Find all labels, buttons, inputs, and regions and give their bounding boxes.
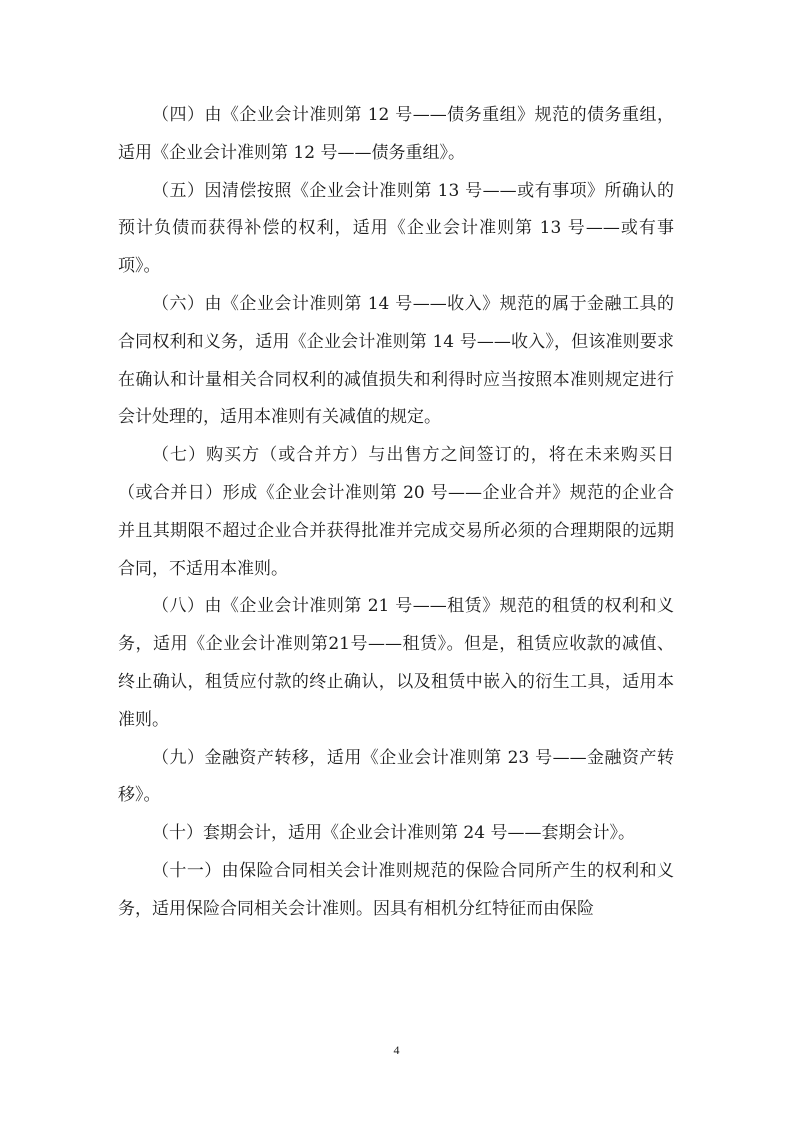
body-text — [118, 97, 674, 929]
paragraph-11: （十一）由保险合同相关会计准则规范的保险合同所产生的权利和义务，适用保险合同相关会计准则。因具有相机分红特征而由保险 — [118, 860, 674, 919]
page-number: 4 — [393, 1043, 400, 1057]
paragraph-9: （九）金融资产转移，适用《企业会计准则第 23 号——金融资产转移》。 — [118, 747, 674, 806]
paragraph-4: （四）由《企业会计准则第 12 号——债务重组》规范的债务重组，适用《企业会计准则第 12 号——债务重组》。 — [118, 105, 674, 163]
paragraph-8: （八）由《企业会计准则第 21 号——租赁》规范的租赁的权利和义务，适用《企业会计准则第21号——租赁》。但是，租赁应收款的减值、终止确认，租赁应付款的终止确认，以及租赁中嵌入的衍生工具，适用本准则。 — [118, 596, 674, 730]
paragraph-6: （六）由《企业会计准则第 14 号——收入》规范的属于金融工具的合同权利和义务，适用《企业会计准则第 14 号——收入》，但该准则要求在确认和计量相关合同权利的减值损失和利得时应当按照本准则规定进行会计处理的，适用本准则有关减值的规定。 — [118, 293, 674, 428]
paragraph-7: （七）购买方（或合并方）与出售方之间签订的，将在未来购买日（或合并日）形成《企业会计准则第 20 号——企业合并》规范的企业合并且其期限不超过企业合并获得批准并完成交易所必须的合理期限的远期合同，不适用本准则。 — [118, 445, 674, 579]
paragraph-10: （十）套期会计，适用《企业会计准则第 24 号——套期会计》。 — [152, 823, 635, 844]
paragraph-5: （五）因清偿按照《企业会计准则第 13 号——或有事项》所确认的预计负债而获得补偿的权利，适用《企业会计准则第 13 号——或有事项》。 — [118, 180, 674, 277]
